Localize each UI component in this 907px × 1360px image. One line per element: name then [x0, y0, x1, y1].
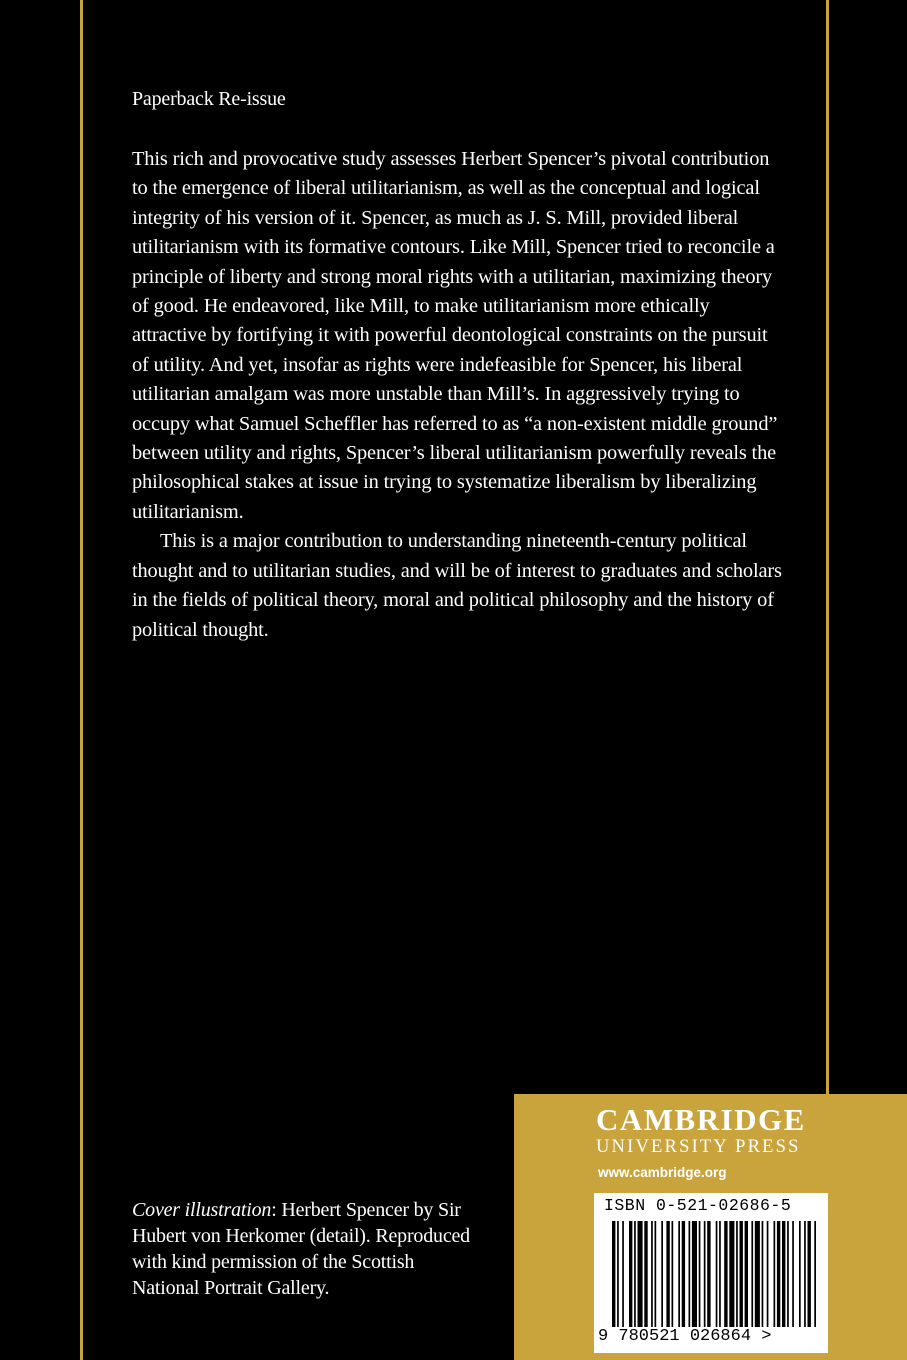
barcode-bar	[787, 1221, 789, 1327]
isbn-number: ISBN 0-521-02686-5	[604, 1196, 792, 1215]
barcode-bar	[661, 1221, 663, 1327]
barcode-bar	[740, 1221, 743, 1327]
barcode-bar	[767, 1221, 769, 1327]
barcode-bar	[672, 1221, 674, 1327]
barcode-bar	[762, 1221, 764, 1327]
barcode-bar	[716, 1221, 718, 1327]
barcode-bar	[704, 1221, 706, 1327]
barcode-bar	[651, 1221, 653, 1327]
barcode-bar	[755, 1221, 760, 1327]
publisher-panel	[514, 1094, 907, 1360]
barcode-bar	[699, 1221, 701, 1327]
barcode-bar	[724, 1221, 727, 1327]
barcode-bar	[814, 1221, 816, 1327]
credit-label: Cover illustration	[132, 1199, 272, 1221]
publisher-url[interactable]: www.cambridge.org	[598, 1165, 727, 1180]
barcode-bar	[751, 1221, 753, 1327]
publisher-subtitle: UNIVERSITY PRESS	[596, 1137, 801, 1157]
barcode-bar	[638, 1221, 643, 1327]
barcode-bar	[792, 1221, 794, 1327]
gold-border-right	[826, 0, 829, 1098]
barcode-bar	[777, 1221, 780, 1327]
barcode-box	[594, 1193, 828, 1353]
barcode-bar	[682, 1221, 685, 1327]
barcode-bar	[729, 1221, 734, 1327]
blurb-paragraph-1: This rich and provocative study assesses Herbert Spencer’s pivotal contribution to the emergence of liberal utilitarianism, as well as the conceptual and logical integrity of his version of it. Spencer, as much as J. S. Mill, provided liberal utilitarianism with its formative contours. Like Mill, Spencer tried to reconcile a principle of liberty and strong moral rights with a utilitarian, maximizing theory of good. He endeavored, like Mill, to make utilitarianism more ethically attractive by fortifying it with powerful deontological constraints on the pursuit of utility. And yet, insofar as rights were indefeasible for Spencer, his liberal utilitarian amalgam was more unstable than Mill’s. In aggressively trying to occupy what Samuel Scheffler has referred to as “a non-existent middle ground” between utility and rights, Spencer’s liberal utilitarianism powerfully reveals the philosophical stakes at issue in trying to systematize liberalism by liberalizing utilitarianism.	[132, 148, 778, 523]
barcode-bar	[808, 1221, 811, 1327]
barcode-bar	[689, 1221, 691, 1327]
barcode-bar	[745, 1221, 748, 1327]
barcode-bar	[692, 1221, 697, 1327]
barcode-bar	[707, 1221, 710, 1327]
barcode-bar	[634, 1221, 636, 1327]
barcode-bar	[678, 1221, 680, 1327]
gold-border-left	[80, 0, 83, 1360]
barcode-bar	[629, 1221, 632, 1327]
barcode-bar	[804, 1221, 806, 1327]
reissue-heading: Paperback Re-issue	[132, 88, 286, 110]
cover-blurb	[132, 145, 782, 645]
barcode-bar	[782, 1221, 785, 1327]
publisher-name: CAMBRIDGE	[596, 1102, 806, 1137]
barcode-bar	[612, 1221, 615, 1327]
barcode-bar	[799, 1221, 801, 1327]
barcode-bar	[617, 1221, 619, 1327]
blurb-paragraph-2: This is a major contribution to understanding nineteenth-century political thought and to utilitarian studies, and will be of interest to graduates and scholars in the fields of political theory, moral and political philosophy and the history of political thought.	[132, 530, 782, 641]
barcode-bar	[774, 1221, 776, 1327]
cover-illustration-credit	[132, 1197, 472, 1301]
barcode-bar	[736, 1221, 738, 1327]
barcode-bar	[666, 1221, 669, 1327]
barcode-bar	[644, 1221, 647, 1327]
credit-text: : Herbert Spencer by Sir Hubert von Herkomer (detail). Reproduced with kind permission of the Scottish National Portrait Gallery.	[132, 1199, 470, 1299]
barcode-bar	[622, 1221, 624, 1327]
ean-digits: 9 780521 026864 >	[598, 1327, 772, 1346]
barcode-bar	[719, 1221, 721, 1327]
barcode-bar	[655, 1221, 657, 1327]
